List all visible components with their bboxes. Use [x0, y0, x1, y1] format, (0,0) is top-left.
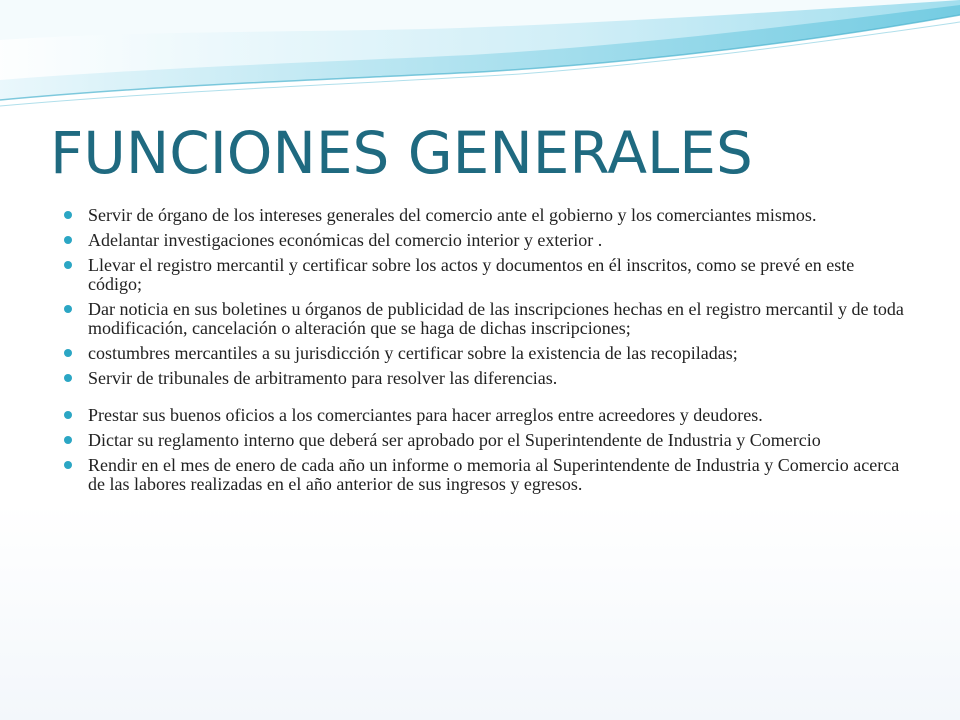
bullet-dot-icon: [64, 411, 72, 419]
bullet-dot-icon: [64, 211, 72, 219]
list-item: [64, 206, 910, 225]
list-item: [64, 344, 910, 363]
list-item-text: Dar noticia en sus boletines u órganos de publicidad de las inscripciones hechas en el registro mercantil y de toda modificación, cancelación o alteración que se haga de dichas inscripciones;: [88, 299, 904, 338]
bullet-dot-icon: [64, 461, 72, 469]
bullet-dot-icon: [64, 374, 72, 382]
bullet-dot-icon: [64, 349, 72, 357]
bullet-dot-icon: [64, 305, 72, 313]
list-item-text: Adelantar investigaciones económicas del comercio interior y exterior .: [88, 230, 603, 250]
list-item-text: Servir de tribunales de arbitramento para resolver las diferencias.: [88, 368, 558, 388]
bullet-dot-icon: [64, 436, 72, 444]
list-item-text: costumbres mercantiles a su jurisdicción y certificar sobre la existencia de las recopiladas;: [88, 343, 738, 363]
list-item-text: Dictar su reglamento interno que deberá ser aprobado por el Superintendente de Industria y Comercio: [88, 430, 821, 450]
header-wave-decoration: [0, 0, 960, 120]
list-item: [64, 406, 910, 425]
list-item-text: Servir de órgano de los intereses generales del comercio ante el gobierno y los comerciantes mismos.: [88, 205, 817, 225]
bullet-list: [64, 206, 910, 500]
list-item: [64, 456, 910, 494]
list-item: [64, 231, 910, 250]
list-item-text: Rendir en el mes de enero de cada año un informe o memoria al Superintendente de Industria y Comercio acerca de las labores realizadas en el año anterior de sus ingresos y egresos.: [88, 455, 900, 494]
list-item: [64, 369, 910, 388]
list-item: [64, 431, 910, 450]
list-item: [64, 300, 910, 338]
slide-title: FUNCIONES GENERALES: [50, 119, 753, 187]
list-item: [64, 256, 910, 294]
bullet-dot-icon: [64, 261, 72, 269]
list-item-text: Prestar sus buenos oficios a los comerciantes para hacer arreglos entre acreedores y deudores.: [88, 405, 763, 425]
bullet-dot-icon: [64, 236, 72, 244]
list-item-text: Llevar el registro mercantil y certificar sobre los actos y documentos en él inscritos, como se prevé en este código;: [88, 255, 855, 294]
